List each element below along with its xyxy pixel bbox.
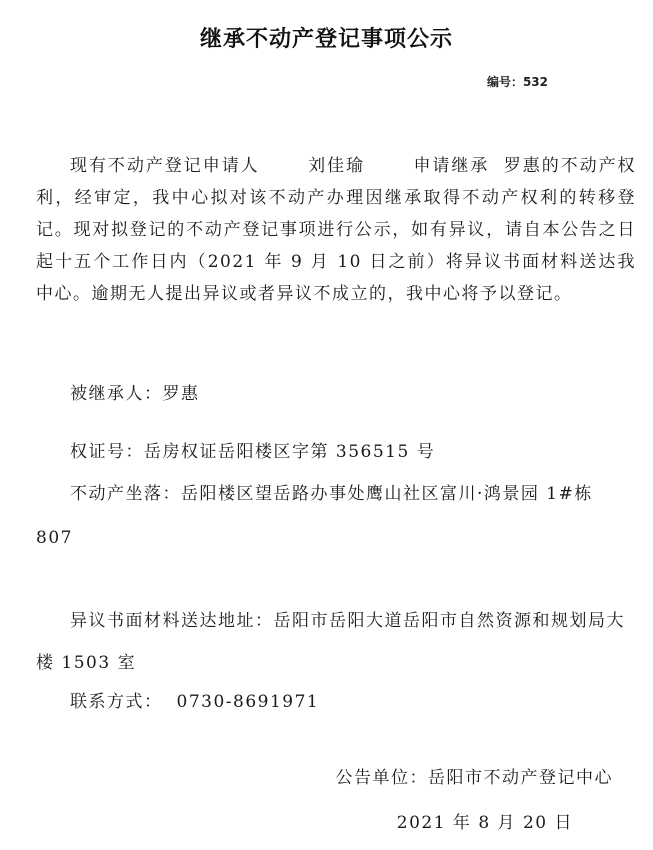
inherit-text: 申请继承	[412, 156, 490, 176]
address-label: 异议书面材料送达地址：	[70, 611, 274, 631]
location-value: 岳阳楼区望岳路办事处鹰山社区富川·鸿景园 1#栋 807	[36, 484, 593, 548]
address-field	[36, 600, 636, 684]
contact-value: 0730-8691971	[176, 692, 320, 712]
notice-paragraph	[36, 150, 636, 310]
issuing-unit	[336, 763, 614, 788]
location-label: 不动产坐落：	[70, 484, 181, 504]
certificate-value: 岳房权证岳阳楼区字第 356515 号	[144, 442, 436, 462]
notice-main-text: 的不动产权利，经审定，我中心拟对该不动产办理因继承取得不动产权利的转移登记。现对拟登记的不动产登记事项进行公示，如有异议，请自本公告之日起十五个工作日内（2021 年 9 月 10 日之前）将异议书面材料送达我中心。逾期无人提出异议或者异议不成立的，我中心将予以登记。	[36, 156, 637, 304]
document-title: 继承不动产登记事项公示	[199, 27, 453, 52]
contact-field	[36, 686, 636, 718]
certificate-field	[36, 436, 636, 468]
heir-label: 被继承人：	[70, 384, 163, 404]
issuing-unit-value: 岳阳市不动产登记中心	[428, 768, 613, 788]
address-value: 岳阳市岳阳大道岳阳市自然资源和规划局大楼 1503 室	[36, 611, 625, 673]
issuing-unit-label: 公告单位：	[335, 768, 428, 788]
heir-value: 罗惠	[162, 384, 200, 404]
notice-body	[36, 150, 636, 310]
contact-label: 联系方式：	[70, 692, 163, 712]
applicant-name: 刘佳瑜	[307, 156, 365, 176]
issue-date: 2021 年 8 月 20 日	[396, 813, 573, 833]
heir-field	[36, 378, 636, 410]
document-number: 编号：532	[486, 75, 548, 89]
intro-text: 现有不动产登记申请人	[70, 156, 260, 176]
decedent-name: 罗惠	[503, 156, 542, 176]
location-field	[36, 472, 636, 560]
certificate-label: 权证号：	[70, 442, 144, 462]
